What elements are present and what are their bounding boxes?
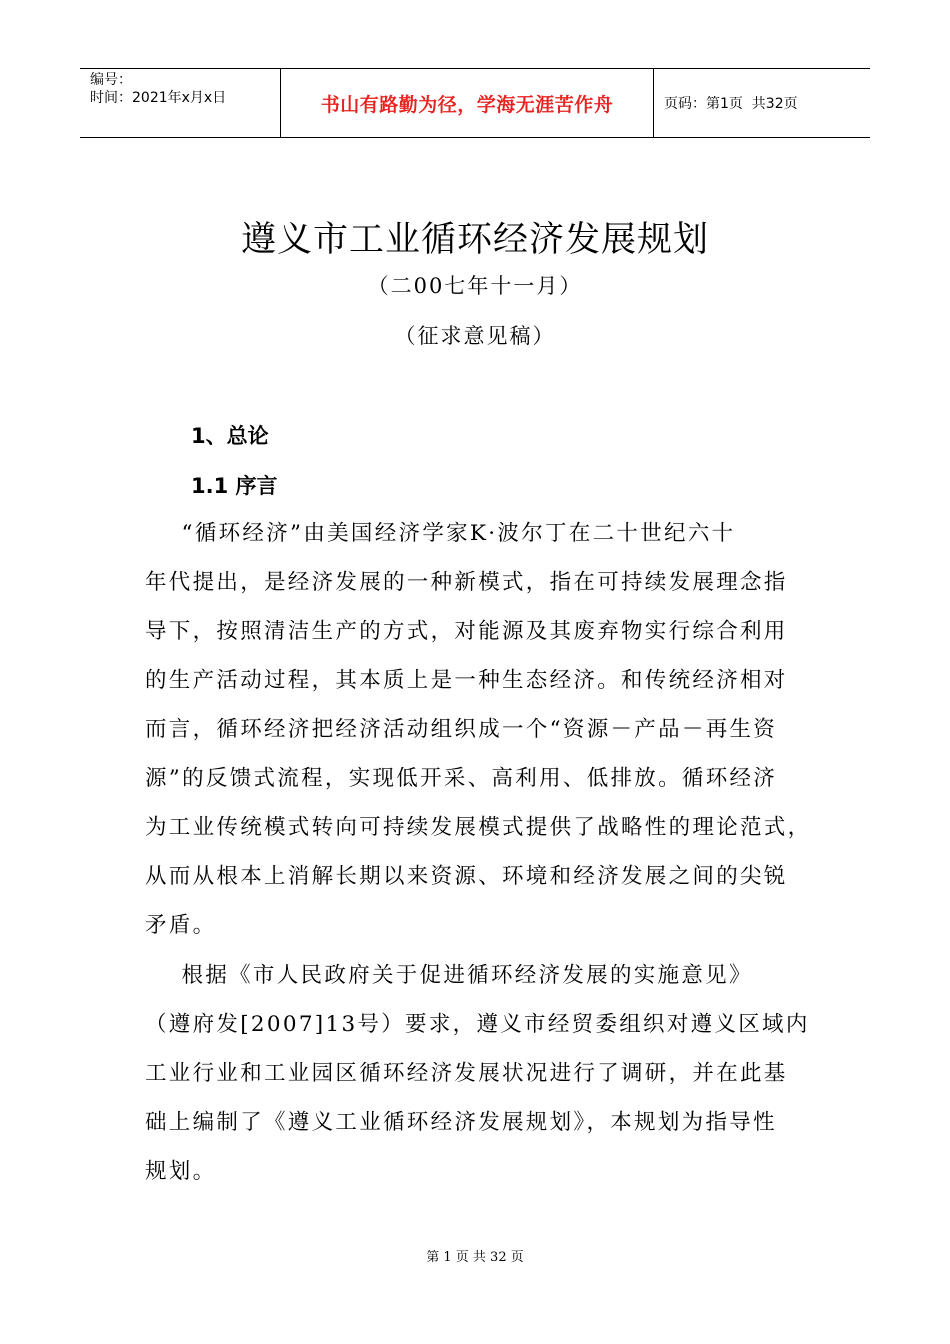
paragraph-line: 而言，循环经济把经济活动组织成一个“资源－产品－再生资 — [145, 717, 778, 742]
paragraph-line: （遵府发[2007]13号）要求，遵义市经贸委组织对遵义区域内 — [145, 1012, 810, 1037]
header-meta-cell — [80, 69, 281, 137]
header-page-info-cell — [654, 69, 870, 137]
number-label: 编号： — [90, 72, 132, 88]
header-page-info: 页码：第1页 共32页 — [664, 96, 798, 112]
paragraph-line: 年代提出，是经济发展的一种新模式，指在可持续发展理念指 — [145, 570, 788, 595]
paragraph-line: 从而从根本上消解长期以来资源、环境和经济发展之间的尖锐 — [145, 864, 788, 889]
paragraph-line: “循环经济”由美国经济学家K·波尔丁在二十世纪六十 — [145, 521, 736, 546]
document-draft-note: （征求意见稿） — [394, 324, 556, 348]
paragraph-line: 导下，按照清洁生产的方式，对能源及其废弃物实行综合利用 — [145, 619, 788, 644]
page-footer: 第 1 页 共 32 页 — [426, 1250, 524, 1265]
paragraph-line: 矛盾。 — [145, 913, 217, 938]
paragraph-line: 为工业传统模式转向可持续发展模式提供了战略性的理论范式， — [145, 815, 812, 840]
section-heading-1: 1、总论 — [191, 424, 269, 448]
header-motto: 书山有路勤为径，学海无涯苦作舟 — [281, 69, 654, 137]
document-date: （二00七年十一月） — [367, 274, 583, 298]
page-header — [80, 68, 870, 138]
paragraph-line: 的生产活动过程，其本质上是一种生态经济。和传统经济相对 — [145, 668, 788, 693]
document-title: 遵义市工业循环经济发展规划 — [240, 220, 709, 260]
paragraph-line: 规划。 — [145, 1159, 217, 1184]
paragraph-line: 工业行业和工业园区循环经济发展状况进行了调研，并在此基 — [145, 1061, 788, 1086]
paragraph-line: 础上编制了《遵义工业循环经济发展规划》，本规划为指导性 — [145, 1110, 777, 1135]
time-label: 时间：2021年x月x日 — [90, 90, 227, 106]
paragraph-line: 根据《市人民政府关于促进循环经济发展的实施意见》 — [145, 963, 753, 988]
paragraph-line: 源”的反馈式流程，实现低开采、高利用、低排放。循环经济 — [145, 766, 778, 791]
section-heading-1-1: 1.1 序言 — [191, 474, 278, 498]
